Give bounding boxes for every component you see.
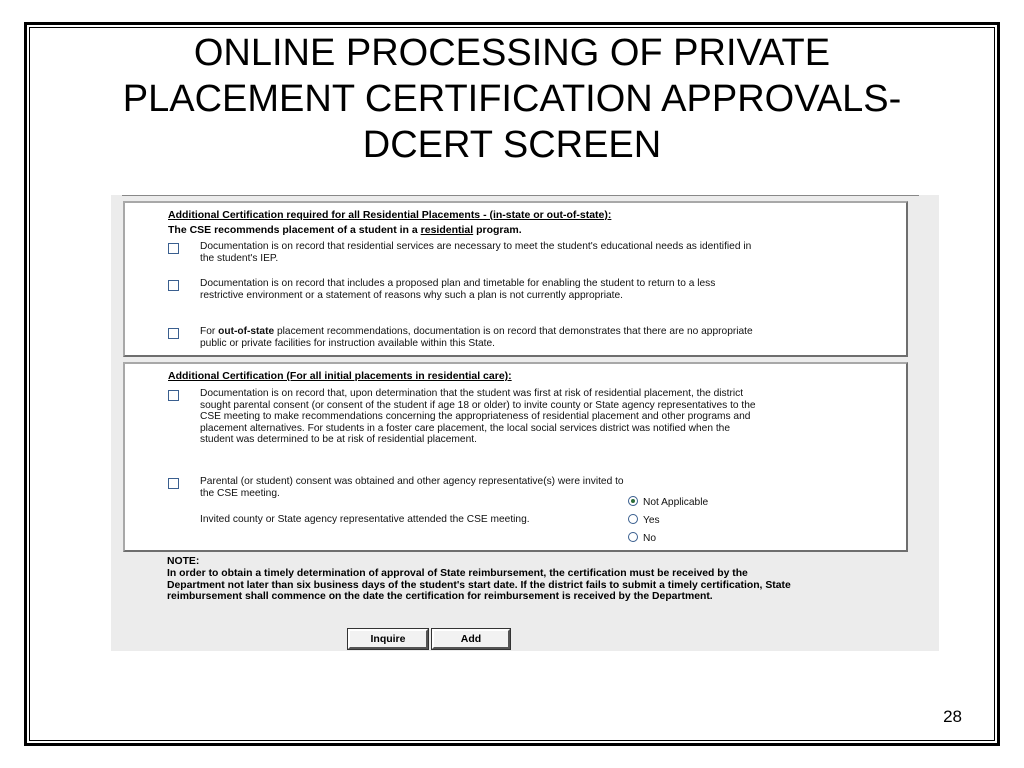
slide-title-line: ONLINE PROCESSING OF PRIVATE <box>193 32 831 74</box>
slide-title-line: PLACEMENT CERTIFICATION APPROVALS- <box>122 78 902 120</box>
checkbox-consent-obtained[interactable] <box>168 478 179 489</box>
radio-yes[interactable] <box>628 514 660 526</box>
initial-placement-panel <box>123 362 908 552</box>
radio-selected-icon[interactable] <box>628 496 638 506</box>
slide-number: 28 <box>943 707 962 726</box>
residential-certification-panel <box>123 201 908 357</box>
reimbursement-note <box>167 556 807 603</box>
item-out-of-state-bold: out-of-state <box>218 326 275 337</box>
section-subheading <box>168 224 522 236</box>
screen-top-divider <box>122 195 919 196</box>
slide-title-line: DCERT SCREEN <box>362 124 662 166</box>
subheading-post: program. <box>473 224 522 236</box>
radio-not-applicable[interactable] <box>628 496 708 508</box>
item-consent-sought-text: Documentation is on record that, upon determination that the student was first at risk of residential placement, the district sought parental consent (or consent of the student if age 18 or older) to invite county or State agency representatives to the CSE meeting to make recommendations concerning the appropriateness of residential placement and other programs and placement alternatives. For students in a foster care placement, the local social services district was notified when the student was determined to be at risk of residential placement. <box>200 388 756 446</box>
section-heading: Additional Certification (For all initial placements in residential care): <box>168 370 512 382</box>
radio-unselected-icon[interactable] <box>628 532 638 542</box>
radio-unselected-icon[interactable] <box>628 514 638 524</box>
checkbox-out-of-state[interactable] <box>168 328 179 339</box>
radio-no[interactable] <box>628 532 656 544</box>
slide-title <box>40 30 984 168</box>
item-residential-services-text: Documentation is on record that residential services are necessary to meet the student's educational needs as identified in the student's IEP. <box>200 241 752 264</box>
item-out-of-state-pre: For <box>200 326 219 337</box>
checkbox-residential-services[interactable] <box>168 243 179 254</box>
checkbox-return-plan[interactable] <box>168 280 179 291</box>
add-button[interactable]: Add <box>432 629 510 649</box>
attended-question: Invited county or State agency representative attended the CSE meeting. <box>200 514 530 525</box>
radio-yes-label: Yes <box>643 515 660 526</box>
inquire-button[interactable]: Inquire <box>348 629 428 649</box>
subheading-pre: The CSE recommends placement of a student in a <box>168 224 421 236</box>
note-label: NOTE: <box>167 556 200 567</box>
section-heading: Additional Certification required for all Residential Placements - (in-state or out-of-state): <box>168 209 612 221</box>
dcert-screen <box>111 195 939 651</box>
radio-not-applicable-label: Not Applicable <box>643 497 709 508</box>
item-return-plan-text: Documentation is on record that includes a proposed plan and timetable for enabling the student to return to a less restrictive environment or a statement of reasons why such a plan is not currently appropriate. <box>200 278 716 301</box>
checkbox-parental-consent-sought[interactable] <box>168 390 179 401</box>
item-consent-obtained-text: Parental (or student) consent was obtained and other agency representative(s) were invited to the CSE meeting. <box>200 476 624 499</box>
item-out-of-state-text <box>200 326 760 349</box>
note-text: In order to obtain a timely determination of approval of State reimbursement, the certification must be received by the Department not later than six business days of the student's start date. If the district fails to submit a timely certification, State reimbursement shall commence on the date the certification for reimbursement is received by the Department. <box>167 567 791 603</box>
radio-no-label: No <box>643 533 657 544</box>
item-out-of-state-post: placement recommendations, documentation is on record that demonstrates that there are no appropriate public or private facilities for instruction available within this State. <box>200 326 753 349</box>
subheading-residential: residential <box>420 224 474 236</box>
